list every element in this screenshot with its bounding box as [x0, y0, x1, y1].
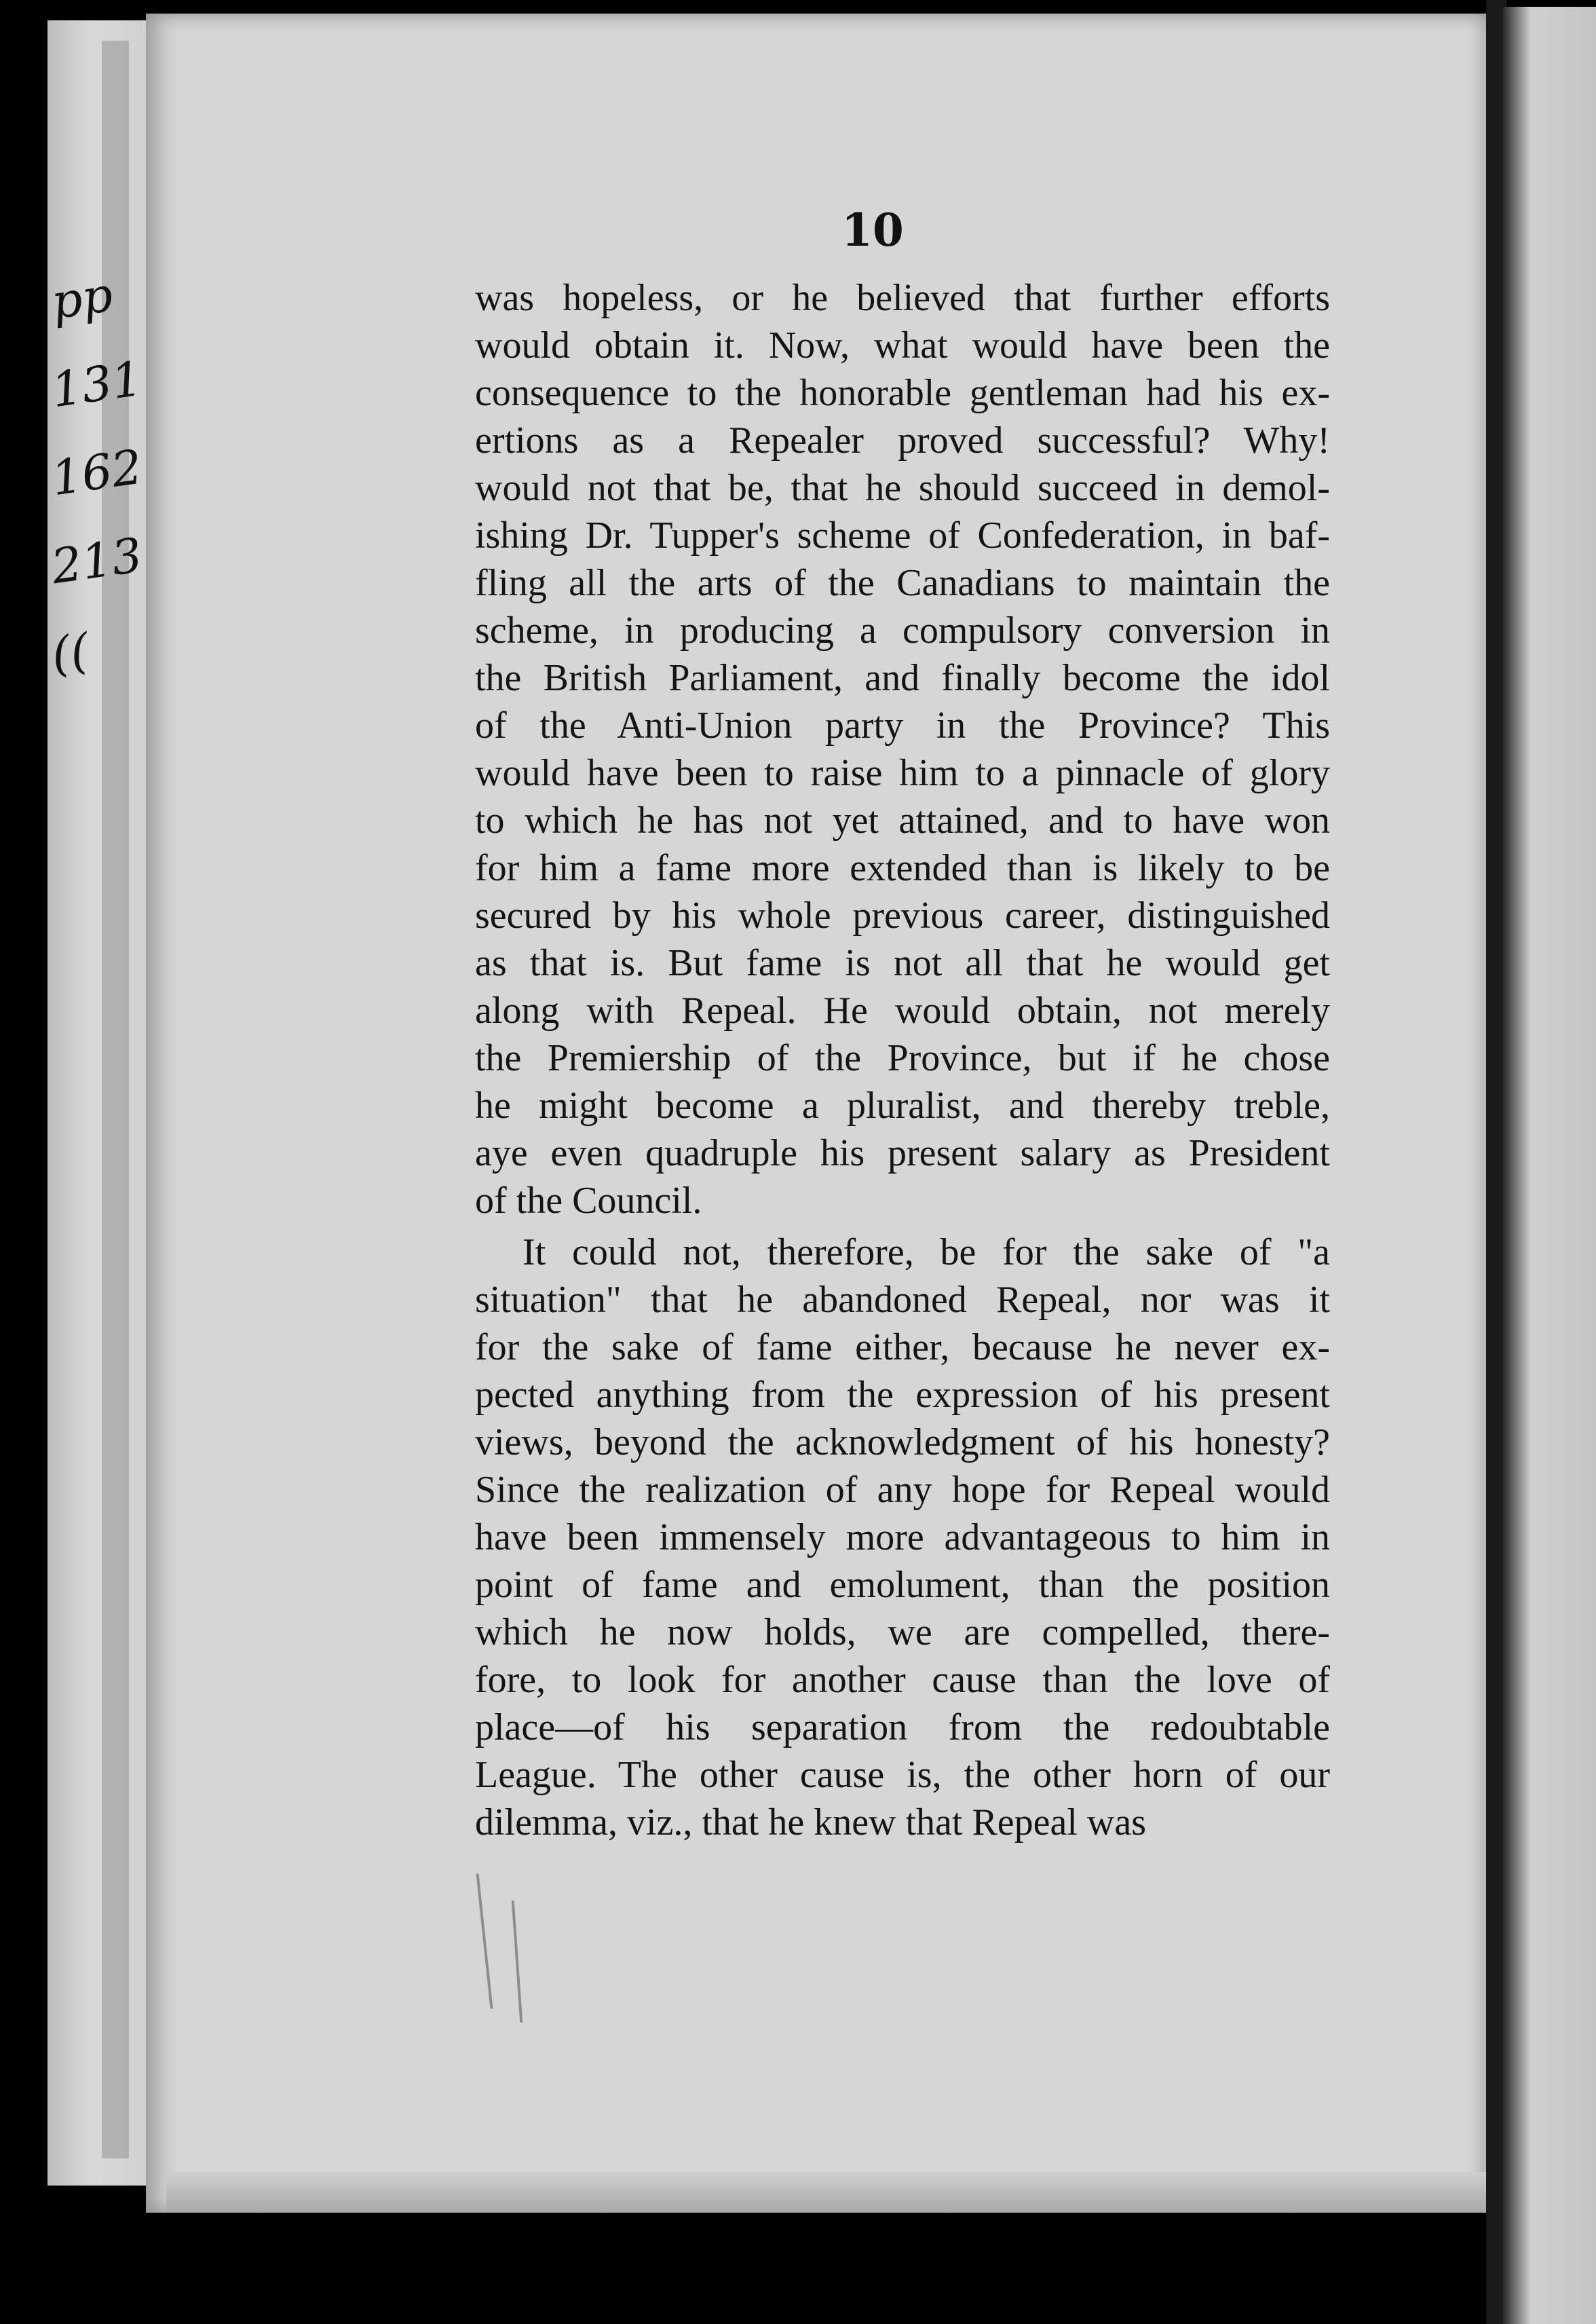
text-line: fling all the arts of the Canadians to maintain the	[475, 562, 1330, 604]
margin-note: 213	[48, 527, 146, 595]
text-line: ishing Dr. Tupper's scheme of Confederation, in baf-	[475, 514, 1330, 557]
text-line: place—of his separation from the redoubtable	[475, 1706, 1330, 1748]
text-line: fore, to look for another cause than the love of	[475, 1659, 1330, 1701]
text-line: consequence to the honorable gentleman had his ex-	[475, 372, 1330, 414]
text-line: would not that be, that he should succeed in demol-	[475, 467, 1330, 509]
text-line: dilemma, viz., that he knew that Repeal was	[475, 1801, 1147, 1843]
margin-annotations	[48, 266, 156, 713]
text-line: Since the realization of any hope for Repeal would	[475, 1469, 1330, 1511]
text-line: the British Parliament, and finally become the idol	[475, 657, 1330, 699]
text-line: would obtain it. Now, what would have been the	[475, 324, 1330, 367]
paragraph	[475, 274, 1330, 1224]
text-line: have been immensely more advantageous to him in	[475, 1516, 1330, 1558]
text-line: the Premiership of the Province, but if he chose	[475, 1037, 1330, 1079]
text-line: for the sake of fame either, because he never ex-	[475, 1326, 1330, 1368]
text-line: of the Anti-Union party in the Province? This	[475, 705, 1330, 747]
text-line: along with Repeal. He would obtain, not merely	[475, 990, 1330, 1032]
text-line: League. The other cause is, the other horn of our	[475, 1754, 1330, 1796]
text-line: It could not, therefore, be for the sake of "a	[522, 1231, 1330, 1273]
paragraph	[475, 1229, 1330, 1846]
text-line: scheme, in producing a compulsory conversion in	[475, 610, 1330, 652]
text-line: of the Council.	[475, 1180, 702, 1222]
body-text	[475, 274, 1330, 1846]
margin-note: ((	[48, 622, 93, 683]
text-line: to which he has not yet attained, and to have won	[475, 800, 1330, 842]
margin-note: 162	[48, 438, 146, 507]
text-line: ertions as a Repealer proved successful? Why!	[475, 419, 1330, 462]
text-line: secured by his whole previous career, distinguished	[475, 895, 1330, 937]
text-line: point of fame and emolument, than the position	[475, 1564, 1330, 1606]
text-line: views, beyond the acknowledgment of his honesty?	[475, 1421, 1330, 1463]
margin-note: 131	[48, 350, 146, 419]
text-line: he might become a pluralist, and thereby treble,	[475, 1085, 1330, 1127]
margin-note: pp	[48, 266, 117, 331]
text-line: situation" that he abandoned Repeal, nor was it	[475, 1279, 1330, 1321]
text-line: for him a fame more extended than is likely to be	[475, 847, 1330, 889]
text-line: pected anything from the expression of his present	[475, 1374, 1330, 1416]
text-line: which he now holds, we are compelled, there-	[475, 1611, 1330, 1653]
next-page-edge	[1503, 7, 1596, 2324]
text-line: as that is. But fame is not all that he would get	[475, 942, 1330, 984]
text-line: was hopeless, or he believed that further efforts	[475, 277, 1330, 319]
text-line: aye even quadruple his present salary as President	[475, 1132, 1330, 1174]
page-number: 10	[841, 204, 904, 257]
text-line: would have been to raise him to a pinnacle of glory	[475, 752, 1330, 794]
